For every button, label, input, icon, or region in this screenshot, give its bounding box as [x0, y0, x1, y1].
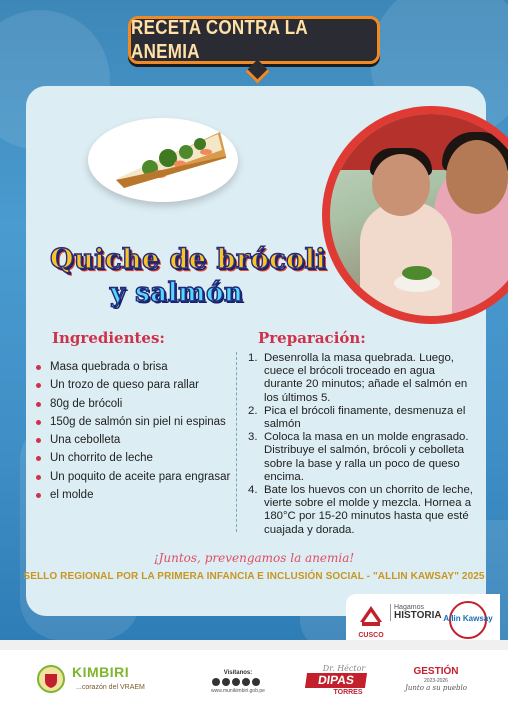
ingredients-heading: Ingredientes: — [52, 329, 165, 347]
recipe-title-line1: Quiche de brócoli — [50, 244, 327, 275]
hagamos-historia-logo — [390, 604, 440, 621]
mayor-title: Dr. Héctor — [322, 664, 366, 673]
header-sign — [128, 16, 380, 64]
tiktok-icon[interactable] — [242, 678, 250, 686]
cusco-emblem-icon — [354, 600, 388, 634]
preparation-step: 2. Pica el brócoli finamente, desmenuza el salmón — [248, 404, 466, 431]
hagamos-label: Hagamos — [394, 604, 424, 611]
step-text: Pica el brócoli finamente, desmenuza el salmón — [264, 404, 466, 431]
municipal-shield-icon — [36, 664, 66, 694]
step-text: Desenrolla la masa quebrada. Luego, cuece el brócoli troceado en agua durante 20 minutos; añade el salmón en los últimos 5. — [264, 352, 468, 404]
preparation-step: 4. Bate los huevos con un chorrito de leche, vierte sobre el molde y mezcla. Hornea a 180°C por 15-20 minutos hasta que esté cuajada y dorada. — [248, 484, 473, 536]
recipe-title-line2: y salmón — [110, 278, 244, 308]
cusco-label: CUSCO — [358, 632, 384, 639]
column-divider — [236, 352, 237, 532]
ingredient-item: Un trozo de queso para rallar — [36, 376, 246, 394]
step-text: Coloca la masa en un molde engrasado. Distribuye el salmón, brócoli y cebolleta sobre la base y ralla un poco de queso encima. — [264, 431, 469, 483]
allin-kawsay-label: Allin Kawsay — [443, 614, 493, 623]
seal-text: SELLO REGIONAL POR LA PRIMERA INFANCIA E INCLUSIÓN SOCIAL - "ALLIN KAWSAY" 2025 — [23, 571, 485, 582]
preparation-list — [248, 352, 474, 537]
gestion-tagline: Junto a su pueblo — [405, 684, 467, 692]
preparation-step: 1. Desenrolla la masa quebrada. Luego, cuece el brócoli troceado en agua durante 20 minutos; añade el salmón en los últimos 5. — [248, 352, 468, 404]
mayor-name-badge: DIPAS — [305, 673, 367, 688]
ingredient-item: Un chorrito de leche — [36, 449, 246, 467]
youtube-icon[interactable] — [232, 678, 240, 686]
kimbiri-logo: KIMBIRI — [72, 664, 130, 680]
ingredient-item: Una cebolleta — [36, 431, 246, 449]
gestion-logo: GESTIÓN — [413, 666, 459, 677]
header-title: RECETA CONTRA LA ANEMIA — [131, 16, 308, 63]
social-icons — [212, 678, 268, 686]
step-text: Bate los huevos con un chorrito de leche, vierte sobre el molde y mezcla. Hornea a 180°C por 15-20 minutos hasta que esté cuajada y dorada. — [264, 484, 473, 536]
slogan: ¡Juntos, prevengamos la anemia! — [153, 551, 355, 565]
historia-label: HISTORIA — [394, 610, 442, 621]
ingredient-item: el molde — [36, 486, 246, 504]
ingredient-item: Un poquito de aceite para engrasar — [36, 468, 246, 486]
gestion-years: 2023-2026 — [424, 678, 448, 684]
visit-label: Visítanos: — [223, 670, 253, 676]
kimbiri-tagline: ...corazón del VRAEM — [76, 684, 145, 691]
quiche-slice-image — [110, 122, 228, 198]
ingredient-item: 150g de salmón sin piel ni espinas — [36, 413, 246, 431]
instagram-icon[interactable] — [222, 678, 230, 686]
ingredients-list — [36, 358, 246, 504]
facebook-icon[interactable] — [212, 678, 220, 686]
website-url[interactable]: www.munikimbiri.gob.pe — [211, 688, 265, 694]
mayor-surname: TORRES — [333, 689, 363, 696]
web-icon[interactable] — [252, 678, 260, 686]
ingredient-item: Masa quebrada o brisa — [36, 358, 246, 376]
preparation-heading: Preparación: — [258, 329, 366, 347]
preparation-step: 3. Coloca la masa en un molde engrasado. Distribuye el salmón, brócoli y cebolleta sobre la base y ralla un poco de queso encima. — [248, 431, 469, 483]
ingredient-item: 80g de brócoli — [36, 395, 246, 413]
